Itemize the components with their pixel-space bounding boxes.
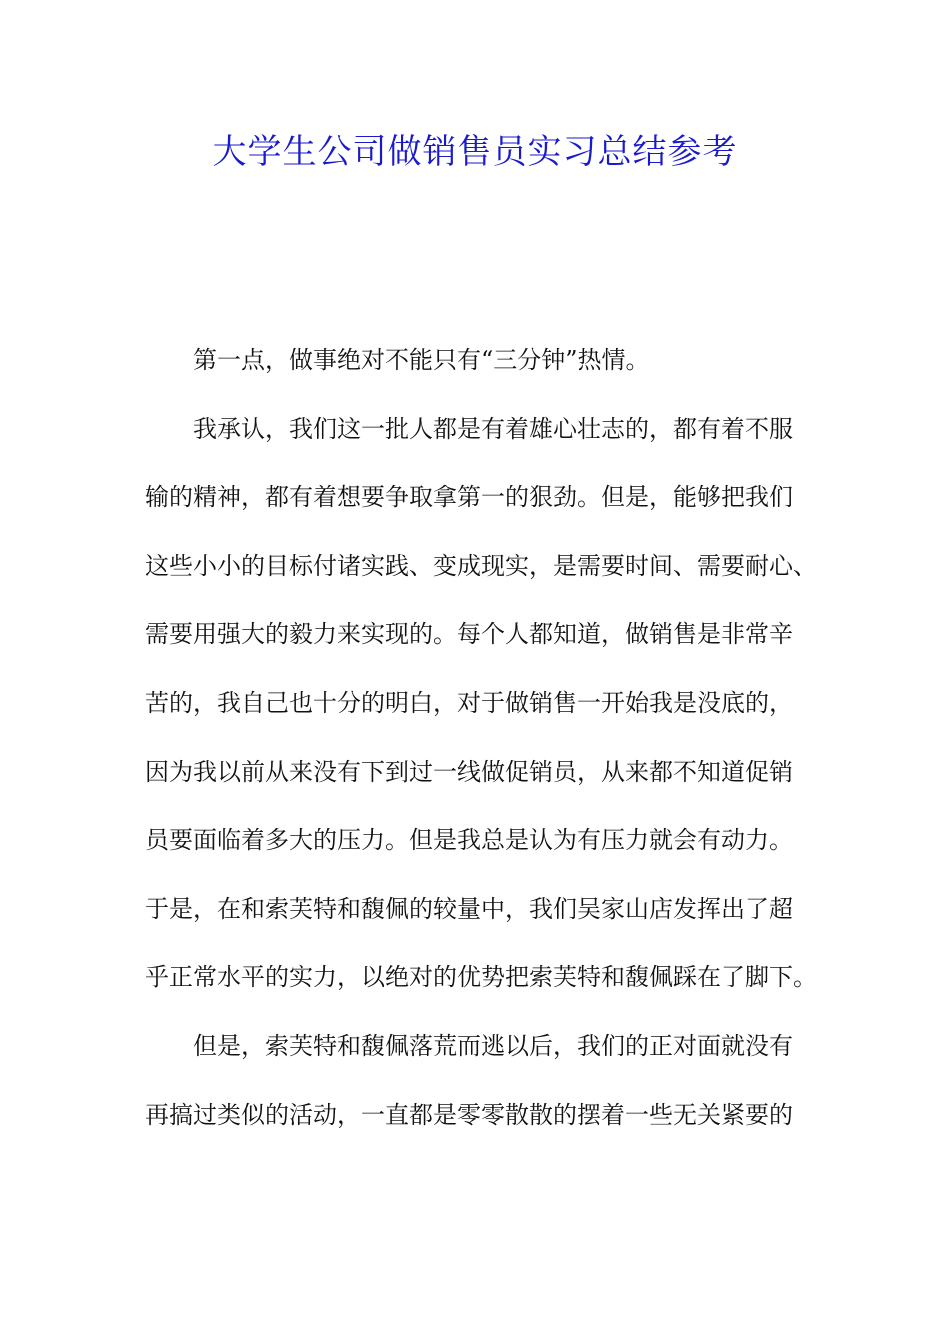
paragraph-line: 但是，索芙特和馥佩落荒而逃以后，我们的正对面就没有 [193,1031,793,1060]
paragraph-line: 乎正常水平的实力，以绝对的优势把索芙特和馥佩踩在了脚下。 [145,963,817,992]
paragraph-line: 员要面临着多大的压力。但是我总是认为有压力就会有动力。 [145,826,793,855]
document-body [145,336,825,1159]
paragraph-line: 这些小小的目标付诸实践、变成现实，是需要时间、需要耐心、 [145,551,817,580]
paragraph-line: 需要用强大的毅力来实现的。每个人都知道，做销售是非常辛 [145,620,793,649]
paragraph-line: 输的精神，都有着想要争取拿第一的狠劲。但是，能够把我们 [145,483,793,512]
document-title: 大学生公司做销售员实习总结参考 [212,132,738,172]
paragraph-line: 因为我以前从来没有下到过一线做促销员，从来都不知道促销 [145,757,793,786]
paragraph-line: 苦的，我自己也十分的明白，对于做销售一开始我是没底的， [145,688,793,717]
paragraph-line: 我承认，我们这一批人都是有着雄心壮志的，都有着不服 [193,414,793,443]
paragraph-line: 于是，在和索芙特和馥佩的较量中，我们吴家山店发挥出了超 [145,894,793,923]
paragraph-line: 再搞过类似的活动，一直都是零零散散的摆着一些无关紧要的 [145,1100,793,1129]
paragraph-line: 第一点，做事绝对不能只有“三分钟”热情。 [193,346,650,374]
